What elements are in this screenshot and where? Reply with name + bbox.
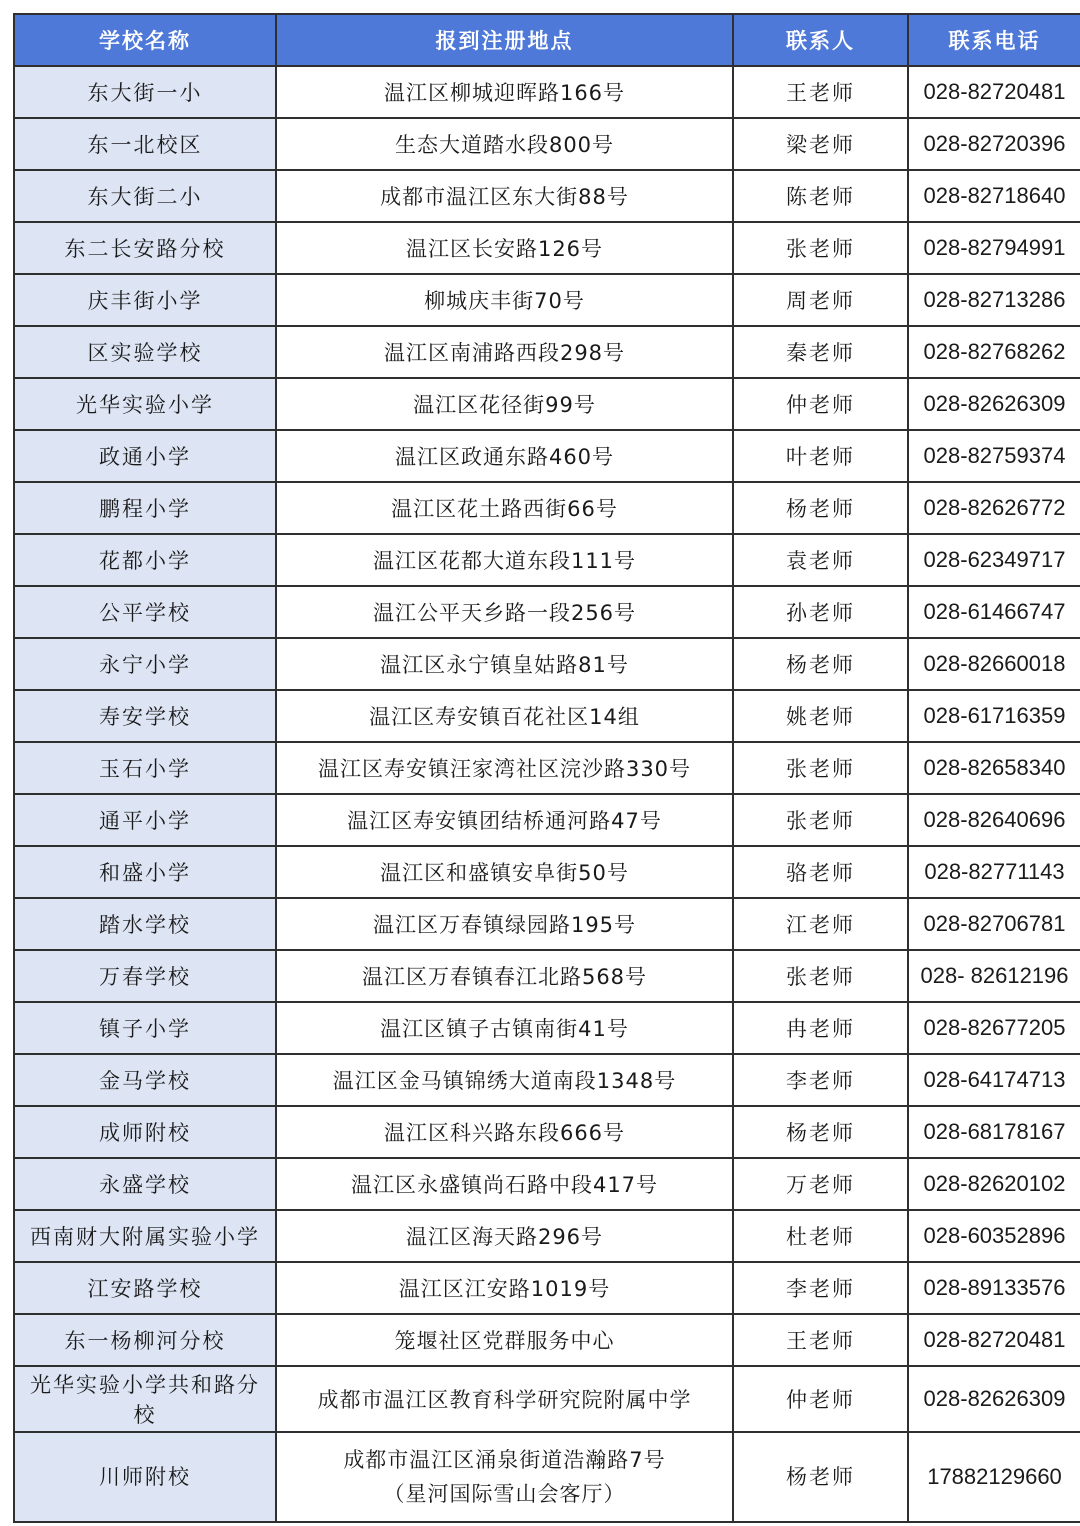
table-row: [14, 274, 1080, 326]
phone-cell: 028-82660018: [908, 638, 1080, 690]
table-row: [14, 950, 1080, 1002]
address-cell: 温江区花土路西街66号: [276, 482, 733, 534]
phone-cell: 028-82768262: [908, 326, 1080, 378]
table-body: [14, 66, 1080, 1522]
table-row: [14, 638, 1080, 690]
school-name-cell: 金马学校: [14, 1054, 276, 1106]
table-row: [14, 794, 1080, 846]
table-row: [14, 170, 1080, 222]
school-name-cell: 万春学校: [14, 950, 276, 1002]
school-name-cell: 公平学校: [14, 586, 276, 638]
address-cell: 笼堰社区党群服务中心: [276, 1314, 733, 1366]
school-name-cell: 鹏程小学: [14, 482, 276, 534]
table-row: [14, 1366, 1080, 1432]
address-cell: 温江公平天乡路一段256号: [276, 586, 733, 638]
phone-cell: 028-61466747: [908, 586, 1080, 638]
contact-person-cell: 杨老师: [733, 482, 908, 534]
header-contact-phone: 联系电话: [908, 14, 1080, 66]
address-cell: 温江区镇子古镇南街41号: [276, 1002, 733, 1054]
phone-cell: 028-68178167: [908, 1106, 1080, 1158]
contact-person-cell: 袁老师: [733, 534, 908, 586]
phone-cell: 028-82720481: [908, 66, 1080, 118]
school-name-cell: 江安路学校: [14, 1262, 276, 1314]
contact-person-cell: 姚老师: [733, 690, 908, 742]
contact-person-cell: 冉老师: [733, 1002, 908, 1054]
contact-person-cell: 周老师: [733, 274, 908, 326]
table-row: [14, 742, 1080, 794]
address-cell: 温江区寿安镇团结桥通河路47号: [276, 794, 733, 846]
contact-person-cell: 杨老师: [733, 1432, 908, 1522]
school-name-cell: 西南财大附属实验小学: [14, 1210, 276, 1262]
address-cell: 温江区南浦路西段298号: [276, 326, 733, 378]
phone-cell: 028-82718640: [908, 170, 1080, 222]
table-row: [14, 690, 1080, 742]
phone-cell: 028- 82612196: [908, 950, 1080, 1002]
address-cell: 成都市温江区东大街88号: [276, 170, 733, 222]
phone-cell: 028-82626309: [908, 378, 1080, 430]
phone-cell: 028-82677205: [908, 1002, 1080, 1054]
address-cell: 温江区花都大道东段111号: [276, 534, 733, 586]
address-cell: 成都市温江区教育科学研究院附属中学: [276, 1366, 733, 1432]
phone-cell: 028-82759374: [908, 430, 1080, 482]
address-cell: 温江区寿安镇汪家湾社区浣沙路330号: [276, 742, 733, 794]
school-name-cell: 玉石小学: [14, 742, 276, 794]
school-name-cell: 通平小学: [14, 794, 276, 846]
table-row: [14, 66, 1080, 118]
contact-person-cell: 杨老师: [733, 1106, 908, 1158]
address-cell: 温江区万春镇绿园路195号: [276, 898, 733, 950]
contact-person-cell: 骆老师: [733, 846, 908, 898]
table-row: [14, 1262, 1080, 1314]
school-name-cell: 寿安学校: [14, 690, 276, 742]
school-name-cell: 光华实验小学共和路分校: [14, 1366, 276, 1432]
phone-cell: 028-82771143: [908, 846, 1080, 898]
phone-cell: 028-82620102: [908, 1158, 1080, 1210]
school-name-cell: 东一杨柳河分校: [14, 1314, 276, 1366]
contact-person-cell: 张老师: [733, 742, 908, 794]
table-row: [14, 1210, 1080, 1262]
contact-person-cell: 江老师: [733, 898, 908, 950]
table-row: [14, 482, 1080, 534]
school-name-cell: 永盛学校: [14, 1158, 276, 1210]
school-name-cell: 镇子小学: [14, 1002, 276, 1054]
table-row: [14, 846, 1080, 898]
phone-cell: 028-82706781: [908, 898, 1080, 950]
contact-person-cell: 张老师: [733, 794, 908, 846]
contact-person-cell: 梁老师: [733, 118, 908, 170]
contact-person-cell: 张老师: [733, 950, 908, 1002]
phone-cell: 028-82713286: [908, 274, 1080, 326]
address-cell: 生态大道踏水段800号: [276, 118, 733, 170]
school-name-cell: 东二长安路分校: [14, 222, 276, 274]
address-cell: 温江区万春镇春江北路568号: [276, 950, 733, 1002]
address-cell: 温江区金马镇锦绣大道南段1348号: [276, 1054, 733, 1106]
address-line: 成都市温江区涌泉街道浩瀚路7号: [343, 1448, 666, 1472]
table-row: [14, 378, 1080, 430]
contact-person-cell: 叶老师: [733, 430, 908, 482]
address-cell: 温江区政通东路460号: [276, 430, 733, 482]
phone-cell: 17882129660: [908, 1432, 1080, 1522]
header-registration-location: 报到注册地点: [276, 14, 733, 66]
school-name-cell: 成师附校: [14, 1106, 276, 1158]
phone-cell: 028-82640696: [908, 794, 1080, 846]
school-name-cell: 永宁小学: [14, 638, 276, 690]
phone-cell: 028-89133576: [908, 1262, 1080, 1314]
table-row: [14, 118, 1080, 170]
address-cell: 温江区长安路126号: [276, 222, 733, 274]
table-row: [14, 1002, 1080, 1054]
contact-person-cell: 王老师: [733, 1314, 908, 1366]
table-row: [14, 1106, 1080, 1158]
phone-cell: 028-62349717: [908, 534, 1080, 586]
phone-cell: 028-61716359: [908, 690, 1080, 742]
table-row: [14, 1432, 1080, 1522]
phone-cell: 028-82720481: [908, 1314, 1080, 1366]
table-row: [14, 1158, 1080, 1210]
address-cell: 温江区寿安镇百花社区14组: [276, 690, 733, 742]
school-name-cell: 川师附校: [14, 1432, 276, 1522]
school-name-cell: 庆丰街小学: [14, 274, 276, 326]
school-name-cell: 政通小学: [14, 430, 276, 482]
school-name-cell: 踏水学校: [14, 898, 276, 950]
contact-person-cell: 李老师: [733, 1262, 908, 1314]
phone-cell: 028-82794991: [908, 222, 1080, 274]
school-name-cell: 区实验学校: [14, 326, 276, 378]
school-name-cell: 和盛小学: [14, 846, 276, 898]
table-row: [14, 222, 1080, 274]
table-header-row: [14, 14, 1080, 66]
phone-cell: 028-82626772: [908, 482, 1080, 534]
address-cell: 温江区和盛镇安阜街50号: [276, 846, 733, 898]
table-row: [14, 586, 1080, 638]
contact-person-cell: 陈老师: [733, 170, 908, 222]
table-row: [14, 898, 1080, 950]
address-cell: 温江区柳城迎晖路166号: [276, 66, 733, 118]
address-cell: 温江区海天路296号: [276, 1210, 733, 1262]
address-cell: 温江区永盛镇尚石路中段417号: [276, 1158, 733, 1210]
header-school-name: 学校名称: [14, 14, 276, 66]
contact-person-cell: 杜老师: [733, 1210, 908, 1262]
table-row: [14, 430, 1080, 482]
phone-cell: 028-82720396: [908, 118, 1080, 170]
header-contact-person: 联系人: [733, 14, 908, 66]
address-cell: 柳城庆丰街70号: [276, 274, 733, 326]
address-cell: [276, 1432, 733, 1522]
school-registration-table: [13, 13, 1080, 1523]
table-row: [14, 326, 1080, 378]
table-row: [14, 1314, 1080, 1366]
school-name-cell: 东大街一小: [14, 66, 276, 118]
contact-person-cell: 秦老师: [733, 326, 908, 378]
phone-cell: 028-64174713: [908, 1054, 1080, 1106]
table-row: [14, 1054, 1080, 1106]
contact-person-cell: 李老师: [733, 1054, 908, 1106]
address-cell: 温江区江安路1019号: [276, 1262, 733, 1314]
phone-cell: 028-82658340: [908, 742, 1080, 794]
address-line: （星河国际雪山会客厅）: [383, 1482, 626, 1506]
contact-person-cell: 杨老师: [733, 638, 908, 690]
school-name-cell: 东一北校区: [14, 118, 276, 170]
table-row: [14, 534, 1080, 586]
contact-person-cell: 张老师: [733, 222, 908, 274]
address-cell: 温江区永宁镇皇姑路81号: [276, 638, 733, 690]
phone-cell: 028-60352896: [908, 1210, 1080, 1262]
school-name-cell: 光华实验小学: [14, 378, 276, 430]
contact-person-cell: 孙老师: [733, 586, 908, 638]
phone-cell: 028-82626309: [908, 1366, 1080, 1432]
contact-person-cell: 仲老师: [733, 1366, 908, 1432]
contact-person-cell: 万老师: [733, 1158, 908, 1210]
school-name-cell: 东大街二小: [14, 170, 276, 222]
contact-person-cell: 王老师: [733, 66, 908, 118]
contact-person-cell: 仲老师: [733, 378, 908, 430]
address-cell: 温江区科兴路东段666号: [276, 1106, 733, 1158]
address-cell: 温江区花径街99号: [276, 378, 733, 430]
school-name-cell: 花都小学: [14, 534, 276, 586]
